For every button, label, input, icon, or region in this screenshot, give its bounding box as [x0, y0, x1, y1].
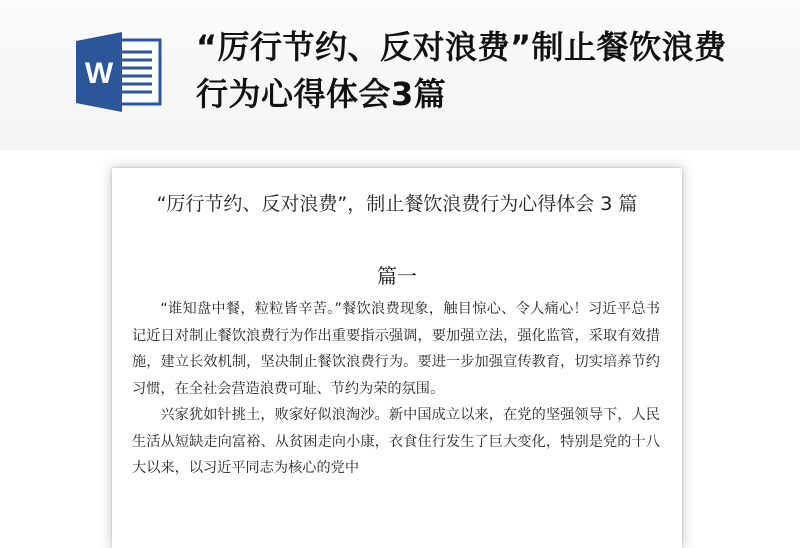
document-body — [132, 296, 660, 482]
paragraph: “谁知盘中餐，粒粒皆辛苦。”餐饮浪费现象，触目惊心、令人痛心！习近平总书记近日对制止餐饮浪费行为作出重要指示强调，要加强立法，强化监管，采取有效措施，建立长效机制，坚决制止餐饮浪费行为。要进一步加强宣传教育，切实培养节约习惯，在全社会营造浪费可耻、节约为荣的氛围。 — [132, 301, 660, 397]
paragraph: 兴家犹如针挑土，败家好似浪淘沙。新中国成立以来，在党的坚强领导下，人民生活从短缺走向富裕、从贫困走向小康，衣食住行发生了巨大变化，特别是党的十八大以来，以习近平同志为核心的党中 — [132, 407, 660, 476]
page-title: “厉行节约、反对浪费”制止餐饮浪费行为心得体会3篇 — [196, 28, 727, 113]
header-banner — [0, 0, 800, 150]
document-title: “厉行节约、反对浪费”，制止餐饮浪费行为心得体会 3 篇 — [156, 193, 638, 215]
section-heading: 篇一 — [377, 264, 417, 288]
word-icon-letter: W — [84, 57, 114, 90]
document-page — [112, 168, 682, 548]
word-icon — [76, 32, 162, 112]
